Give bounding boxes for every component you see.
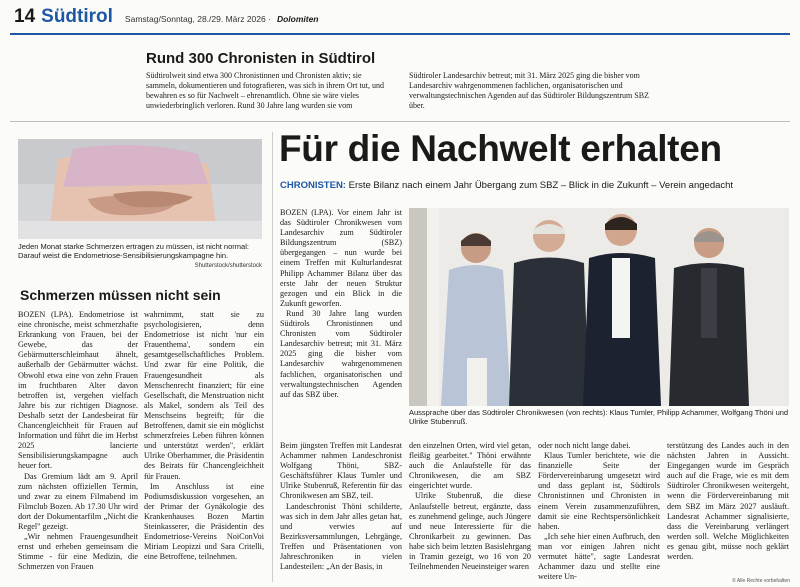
rights-notice: © Alle Rechte vorbehalten <box>732 578 790 584</box>
paragraph: wahrnimmt, statt sie zu psychologisieren, denn Endometriose ist nicht 'nur ein Frauenthema', sondern ein gesamtgesellschaftliches Problem. Und zwar für eine Politik, die Frauengesundheit als Menschenrecht finanziert; für eine Gesellschaft, die Menstruation nicht als Makel, sondern als Teil des Menschseins begreift; für die Betroffenen, damit sie ein möglichst schmerzfreies Leben führen können und unterstützt werden", erklärt Ulrike Oberhammer, die Präsidentin des Beirats für Chancengleichheit für Frauen. <box>144 310 264 481</box>
info-box-columns <box>146 71 656 111</box>
page-number: 14 <box>14 6 36 27</box>
main-subheadline <box>280 180 790 191</box>
newspaper-name: Dolomiten <box>276 14 319 24</box>
side-article-column-2 <box>144 310 264 582</box>
side-photo-caption: Jeden Monat starke Schmerzen ertragen zu müssen, ist nicht normal: Darauf weist die Endometriose-Sensibilisierungskampagne hin. <box>18 242 249 260</box>
paragraph: „Ich sehe hier einen Aufbruch, den man vor einigen Jahren nicht vermutet hätte", sagte Landesrat Achammer dazu und stellte eine weitere Un- <box>538 531 660 582</box>
main-column-1 <box>280 208 402 440</box>
paragraph: Im Anschluss ist eine Podiumsdiskussion vorgesehen, an der Primar der Gynäkologie des Krankenhauses Bozen Martin Steinkasserer, die Präsidentin des Endometriose-Vereins NoiConVoi Miriam Leopizzi und Sara Critelli, eine Betroffene, teilnehmen. <box>144 481 264 562</box>
endometriosis-photo <box>18 139 262 239</box>
paragraph: Beim jüngsten Treffen mit Landesrat Achammer nahmen Landeschronist Wolfgang Thöni, SBZ-Geschäftsführer Klaus Tumler und Ulrike Stubenruß, Referentin für das Chronikwesen am SBZ, teil. <box>280 441 402 501</box>
paragraph: „Wir nehmen Frauengesundheit ernst und erheben gemeinsam die Stimme - für eine Medizin, die Schmerzen von Frauen <box>18 532 138 572</box>
paragraph: oder noch nicht lange dabei. <box>538 441 631 450</box>
info-box-title: Rund 300 Chronisten in Südtirol <box>146 50 376 67</box>
section-title: Südtirol <box>41 6 113 27</box>
info-box-text-left: Südtirolweit sind etwa 300 Chronistinnen und Chronisten aktiv; sie sammeln, dokumentieren und fotografieren, was sich in ihrem Ort tut, und bewahren es so für Nachwelt – ehrenamtlich. Ohne sie wäre vieles unwiederbringlich verloren. Rund 30 Jahre lang wurden sie vom <box>146 71 384 110</box>
subhead-text: Erste Bilanz nach einem Jahr Übergang zum SBZ – Blick in die Zukunft – Verein angedacht <box>345 180 734 191</box>
side-article-headline: Schmerzen müssen nicht sein <box>20 287 221 303</box>
paragraph: BOZEN (LPA). Vor einem Jahr ist das Südtiroler Chronikwesen vom Landesarchiv zum Südtiroler Bildungszentrum (SBZ) übergegangen – nun wurde bei einem Treffen mit Kulturlandesrat Philipp Achammer Bilanz über das erste Jahr der neuen Struktur gezogen und ein Blick in die Zukunft geworfen. <box>280 208 402 308</box>
paragraph: Rund 30 Jahre lang wurden Südtirols Chronistinnen und Chronisten vom Südtiroler Landesarchiv betreut; mit 31. März 2025 ging die bisher vom Landesarchiv wahrgenommenen fachlichen, organisatorischen und verwaltungstechnischen Agenden auf das SBZ über. <box>280 308 402 399</box>
paragraph: BOZEN (LPA). Endometriose ist eine chronische, meist schmerzhafte Erkrankung von Frauen, bei der Gewebe, das der Gebärmutterschleimhaut ähnelt, außerhalb der Gebärmutter wächst. Obwohl etwa eine von zehn Frauen im fruchtbaren Alter davon betroffen ist, vergehen vielfach Jahre bis zur richtigen Diagnose. Deshalb setzt der Landesbeirat für Chancengleichheit für Frauen auf Information und führt die im Herbst 2025 lancierte Sensibilisierungskampagne auch heuer fort. <box>18 310 138 471</box>
group-photo-caption: Aussprache über das Südtiroler Chronikwesen (von rechts): Klaus Tumler, Philipp Achammer, Wolfgang Thöni und Ulrike Stubenruß. <box>409 408 789 426</box>
page-header <box>14 6 790 28</box>
dateline: Samstag/Sonntag, 28./29. März 2026 · <box>124 14 271 24</box>
paragraph: Das Gremium lädt am 9. April zum nächsten offiziellen Termin, und zwar zu einem Filmabend im Filmclub Bozen. Ab 17.30 Uhr wird dort der Dokumentarfilm „Nicht die Regel" gezeigt. <box>18 471 138 531</box>
side-photo-credit: Shutterstock/shutterstock <box>194 263 262 269</box>
header-rule <box>10 33 790 35</box>
main-column-5 <box>667 441 789 583</box>
main-column-4 <box>538 441 660 583</box>
side-article-column-1 <box>18 310 138 582</box>
info-box-text-right: Südtiroler Landesarchiv betreut; mit 31. März 2025 ging die bisher vom Landesarchiv wahrgenommenen fachlichen, organisatorischen und verwaltungstechnischen Agenden auf das Südtiroler Bildungszentrum SBZ über. <box>409 71 649 110</box>
info-box <box>146 50 656 112</box>
column-separator <box>272 132 273 582</box>
group-photo <box>409 208 789 406</box>
paragraph: Ulrike Stubenruß, die diese Anlaufstelle betreut, ergänzte, dass es zunehmend gelinge, auch Jüngere und neue Interessierte für die Chronikarbeit zu gewinnen. Das habe sich beim letzten Basislehrgang in Tramin gezeigt, wo 16 von 20 Teilnehmenden Neueinsteiger waren <box>409 491 531 572</box>
kicker: CHRONISTEN: <box>280 180 346 191</box>
section-divider <box>10 121 790 122</box>
paragraph: den einzelnen Orten, wird viel getan, fleißig gearbeitet." Thöni erwähnte auch die Anlaufstelle für das Chronikwesen, die am SBZ eingerichtet wurde. <box>409 441 531 491</box>
paragraph: Landeschronist Thöni schilderte, was sich in dem Jahr alles getan hat, und verwies auf Bezirksversammlungen, Lehrgänge, Treffen und Präsentationen von Jahreschroniken in vielen Landesteilen: „An der Basis, in <box>280 501 402 572</box>
main-column-3 <box>409 441 531 583</box>
main-column-2 <box>280 441 402 583</box>
main-headline: Für die Nachwelt erhalten <box>279 128 722 169</box>
paragraph: terstützung des Landes auch in den nächsten Jahren in Aussicht. Eingegangen wurde im Gespräch auch auf die Frage, wie es mit dem Südtiroler Chronikwesen weitergeht, wenn die Fördervereinbarung mit dem SBZ im März 2027 ausläuft. Landesrat Achammer signalisierte, dass die Vereinbarung verlängert werden soll. Welche Möglichkeiten es genau gibt, müsse noch geklärt werden. <box>667 441 789 562</box>
paragraph: Klaus Tumler berichtete, wie die finanzielle Seite der Fördervereinbarung umgesetzt wird und dass geplant ist, Südtirols Chronistinnen und Chronisten in einem Verein zusammenzuführen, damit sie eine Rechtspersönlichkeit haben. <box>538 451 660 531</box>
